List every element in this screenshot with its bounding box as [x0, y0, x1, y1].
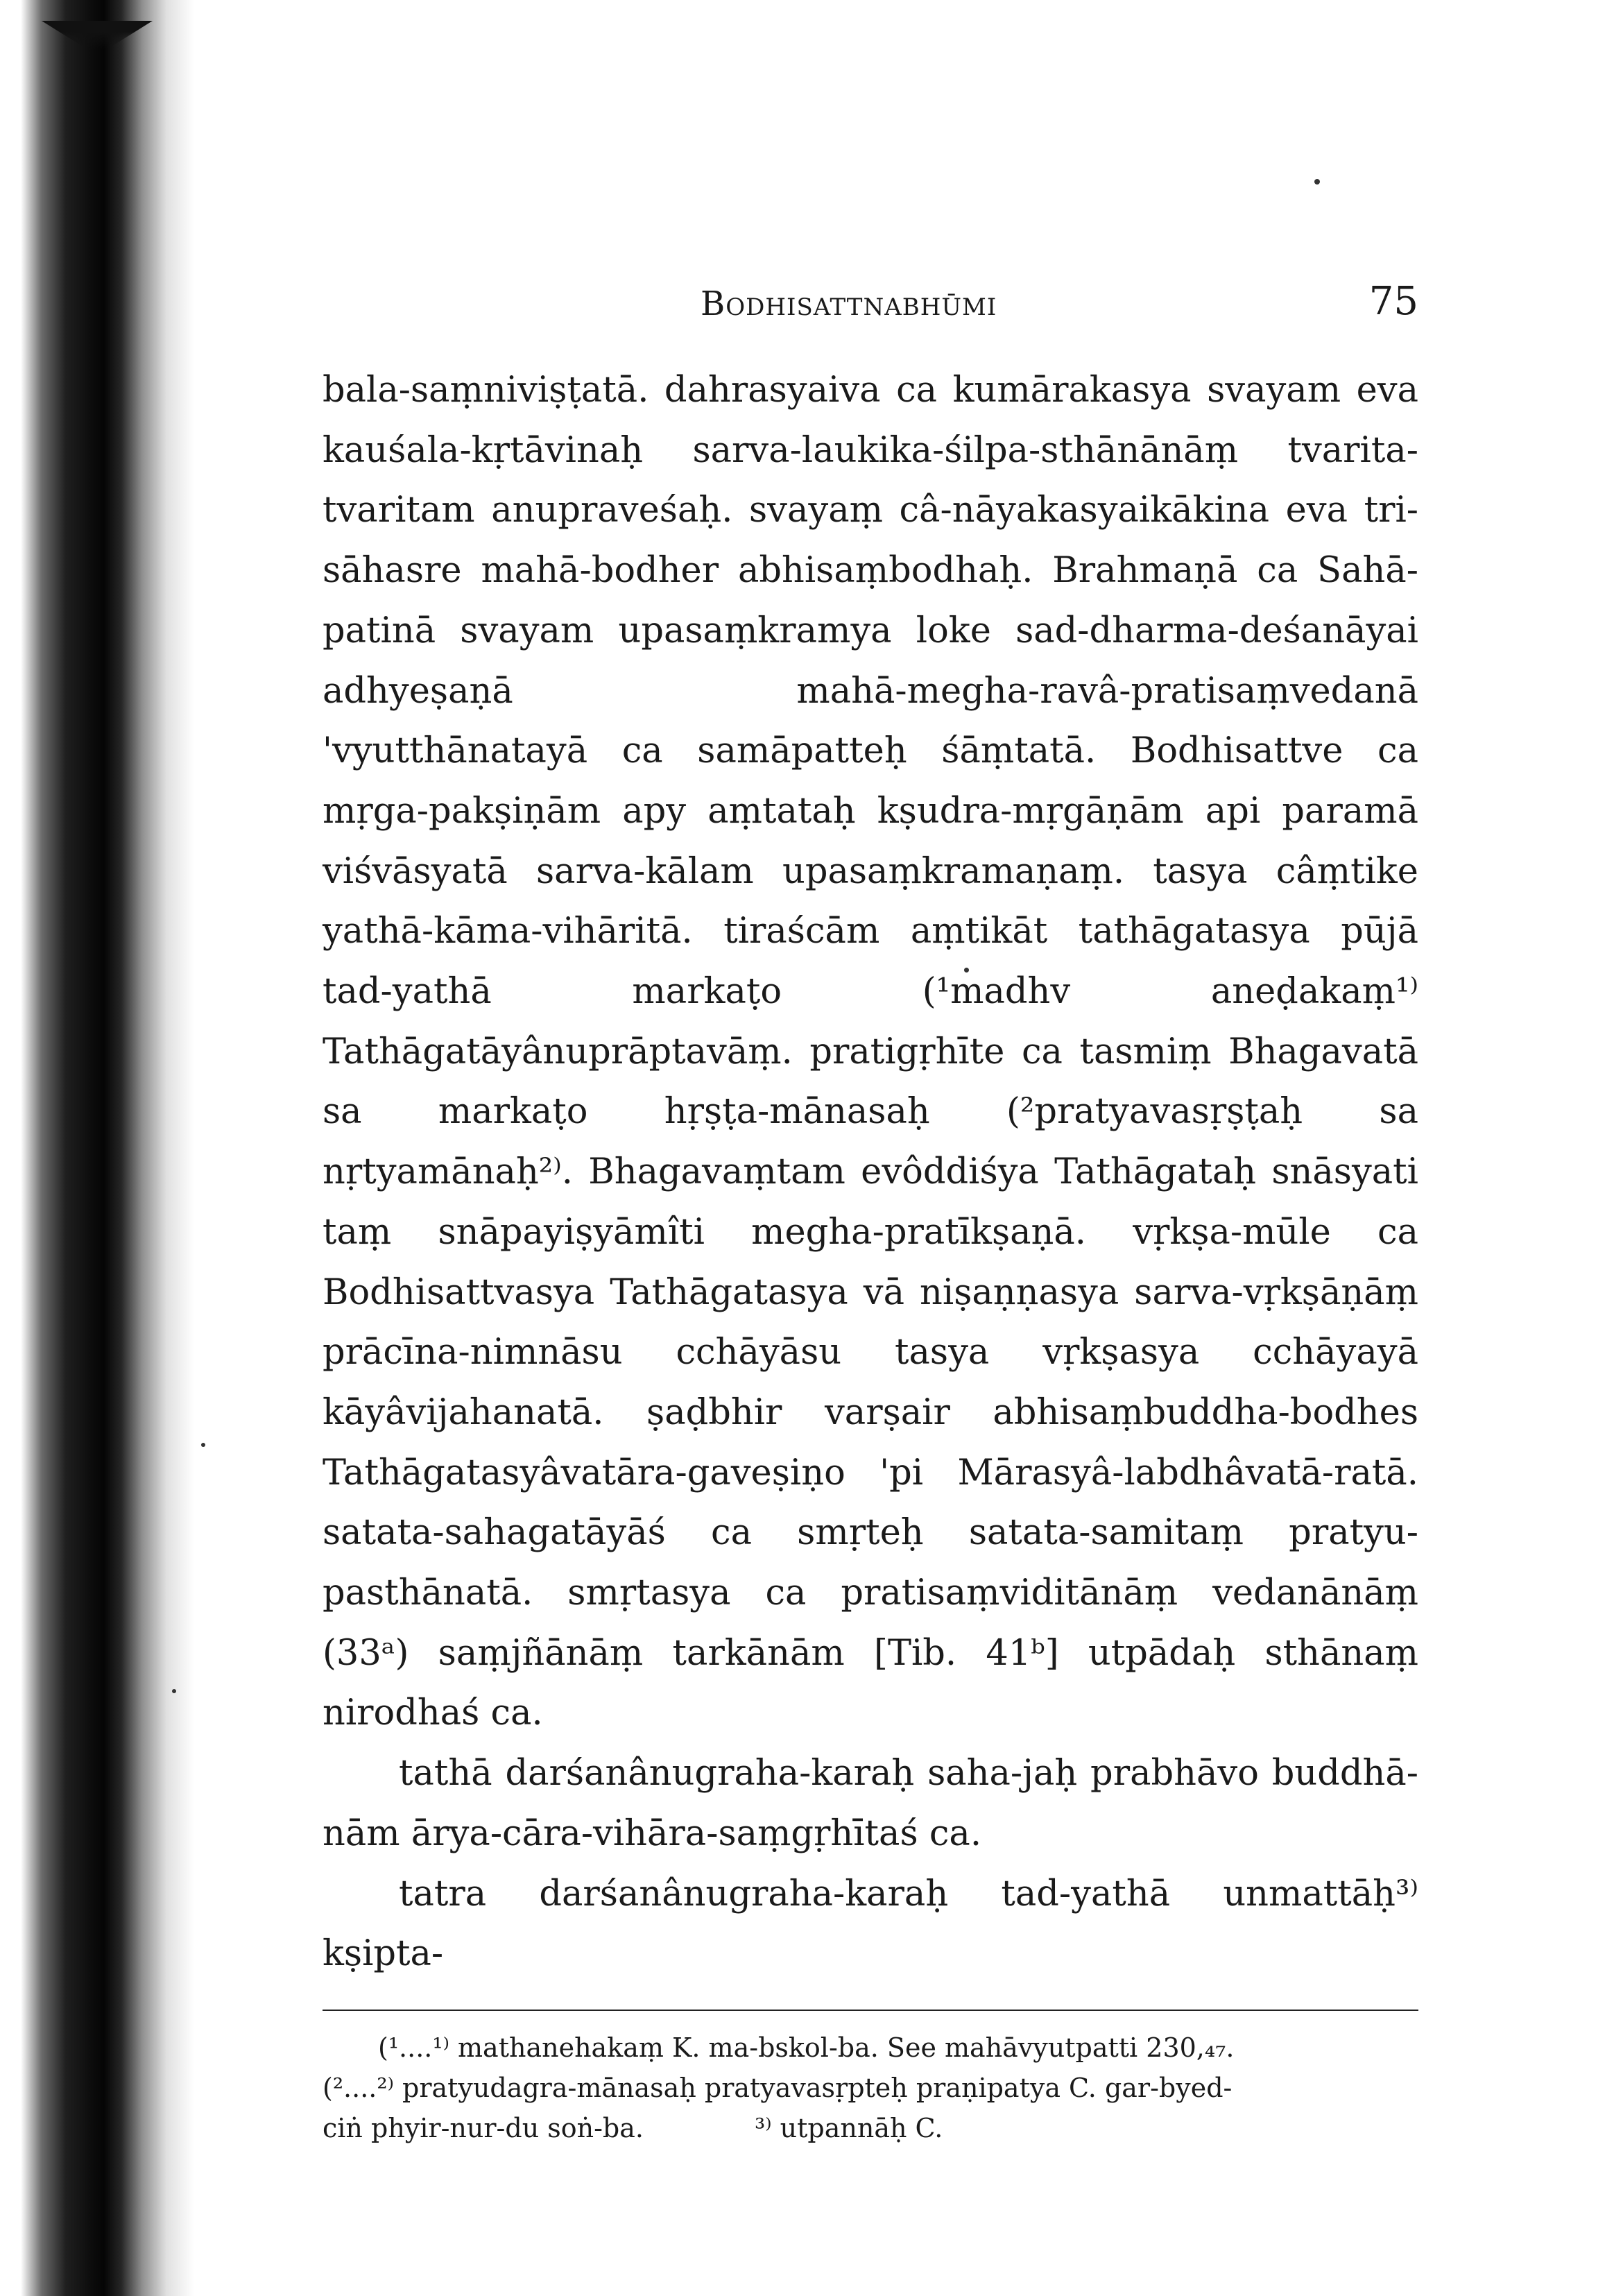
footnote-1: (¹....¹⁾ mathanehakaṃ K. ma-bskol-ba. See mahāvyutpatti 230,₄₇.	[378, 2032, 1235, 2063]
footnote-2-line-1: (²....²⁾ pratyudagra-mānasaḥ pratyavasṛpteḥ praṇipatya C. gar-byed-	[323, 2072, 1233, 2103]
footnote-3: ³⁾ utpannāḥ C.	[755, 2112, 943, 2143]
page-speck	[201, 1443, 205, 1447]
paragraph: tathā darśanânugraha-karaḥ saha-jaḥ prabhāvo buddhā-nām ārya-cāra-vihāra-saṃgṛhītaś ca.	[323, 1753, 1418, 1854]
page-speck	[172, 1689, 176, 1693]
main-text	[323, 361, 1418, 1985]
page-number: 75	[1368, 279, 1418, 324]
paragraph: tatra darśanânugraha-karaḥ tad-yathā unmattāḥ³⁾ kṣipta-	[323, 1873, 1418, 1975]
page-speck	[1314, 179, 1320, 185]
page-header	[323, 271, 1418, 347]
footnote-2-line-2	[323, 2108, 1418, 2148]
footnotes	[323, 2028, 1418, 2148]
footnote-2-line-2-text: ciṅ phyir-nur-du soṅ-ba.	[323, 2112, 644, 2143]
book-spine-shadow	[0, 0, 208, 2296]
footnote-rule	[323, 2010, 1418, 2011]
book-page	[323, 271, 1418, 2148]
running-title: Bodhisattnabhūmi	[701, 284, 997, 323]
paragraph: bala-saṃniviṣṭatā. dahrasyaiva ca kumārakasya svayam eva kauśala-kṛtāvinaḥ sarva-laukika-śilpa-sthānānāṃ tvarita-tvaritam anupraveśaḥ. svayaṃ câ-nāyakasyaikākina eva tri-sāhasre mahā-bodher abhisaṃbodhaḥ. Brahmaṇā ca Sahā-patinā svayam upasaṃkramya loke sad-dharma-deśanāyai adhyeṣaṇā mahā-megha-ravâ-pratisaṃvedanā 'vyutthānatayā ca samāpatteḥ śāṃtatā. Bodhisattve ca mṛga-pakṣiṇām apy aṃtataḥ kṣudra-mṛgāṇām api paramā viśvāsyatā sarva-kālam upasaṃkramaṇaṃ. tasya câṃtike yathā-kāma-vihāritā. tiraścām aṃtikāt tathāgatasya pūjā tad-yathā markaṭo (¹madhv aneḍakaṃ¹⁾ Tathāgatāyânuprāptavāṃ. pratigṛhīte ca tasmiṃ Bhagavatā sa markaṭo hṛṣṭa-mānasaḥ (²pratyavasṛṣṭaḥ sa nṛtyamānaḥ²⁾. Bhagavaṃtam evôddiśya Tathāgataḥ snāsyati taṃ snāpayiṣyāmîti megha-pratīkṣaṇā. vṛkṣa-mūle ca Bodhisattvasya Tathāgatasya vā niṣaṇṇasya sarva-vṛkṣāṇāṃ prācīna-nimnāsu cchāyāsu tasya vṛkṣasya cchāyayā kāyâvijahanatā. ṣaḍbhir varṣair abhisaṃbuddha-bodhes Tathāgatasyâvatāra-gaveṣiṇo 'pi Mārasyâ-labdhâvatā-ratā. satata-sahagatāyāś ca smṛteḥ satata-samitaṃ pratyu-pasthānatā. smṛtasya ca pratisaṃviditānāṃ vedanānāṃ (33ᵃ) saṃjñānāṃ tarkānām [Tib. 41ᵇ] utpādaḥ sthānaṃ nirodhaś ca.	[323, 370, 1418, 1734]
